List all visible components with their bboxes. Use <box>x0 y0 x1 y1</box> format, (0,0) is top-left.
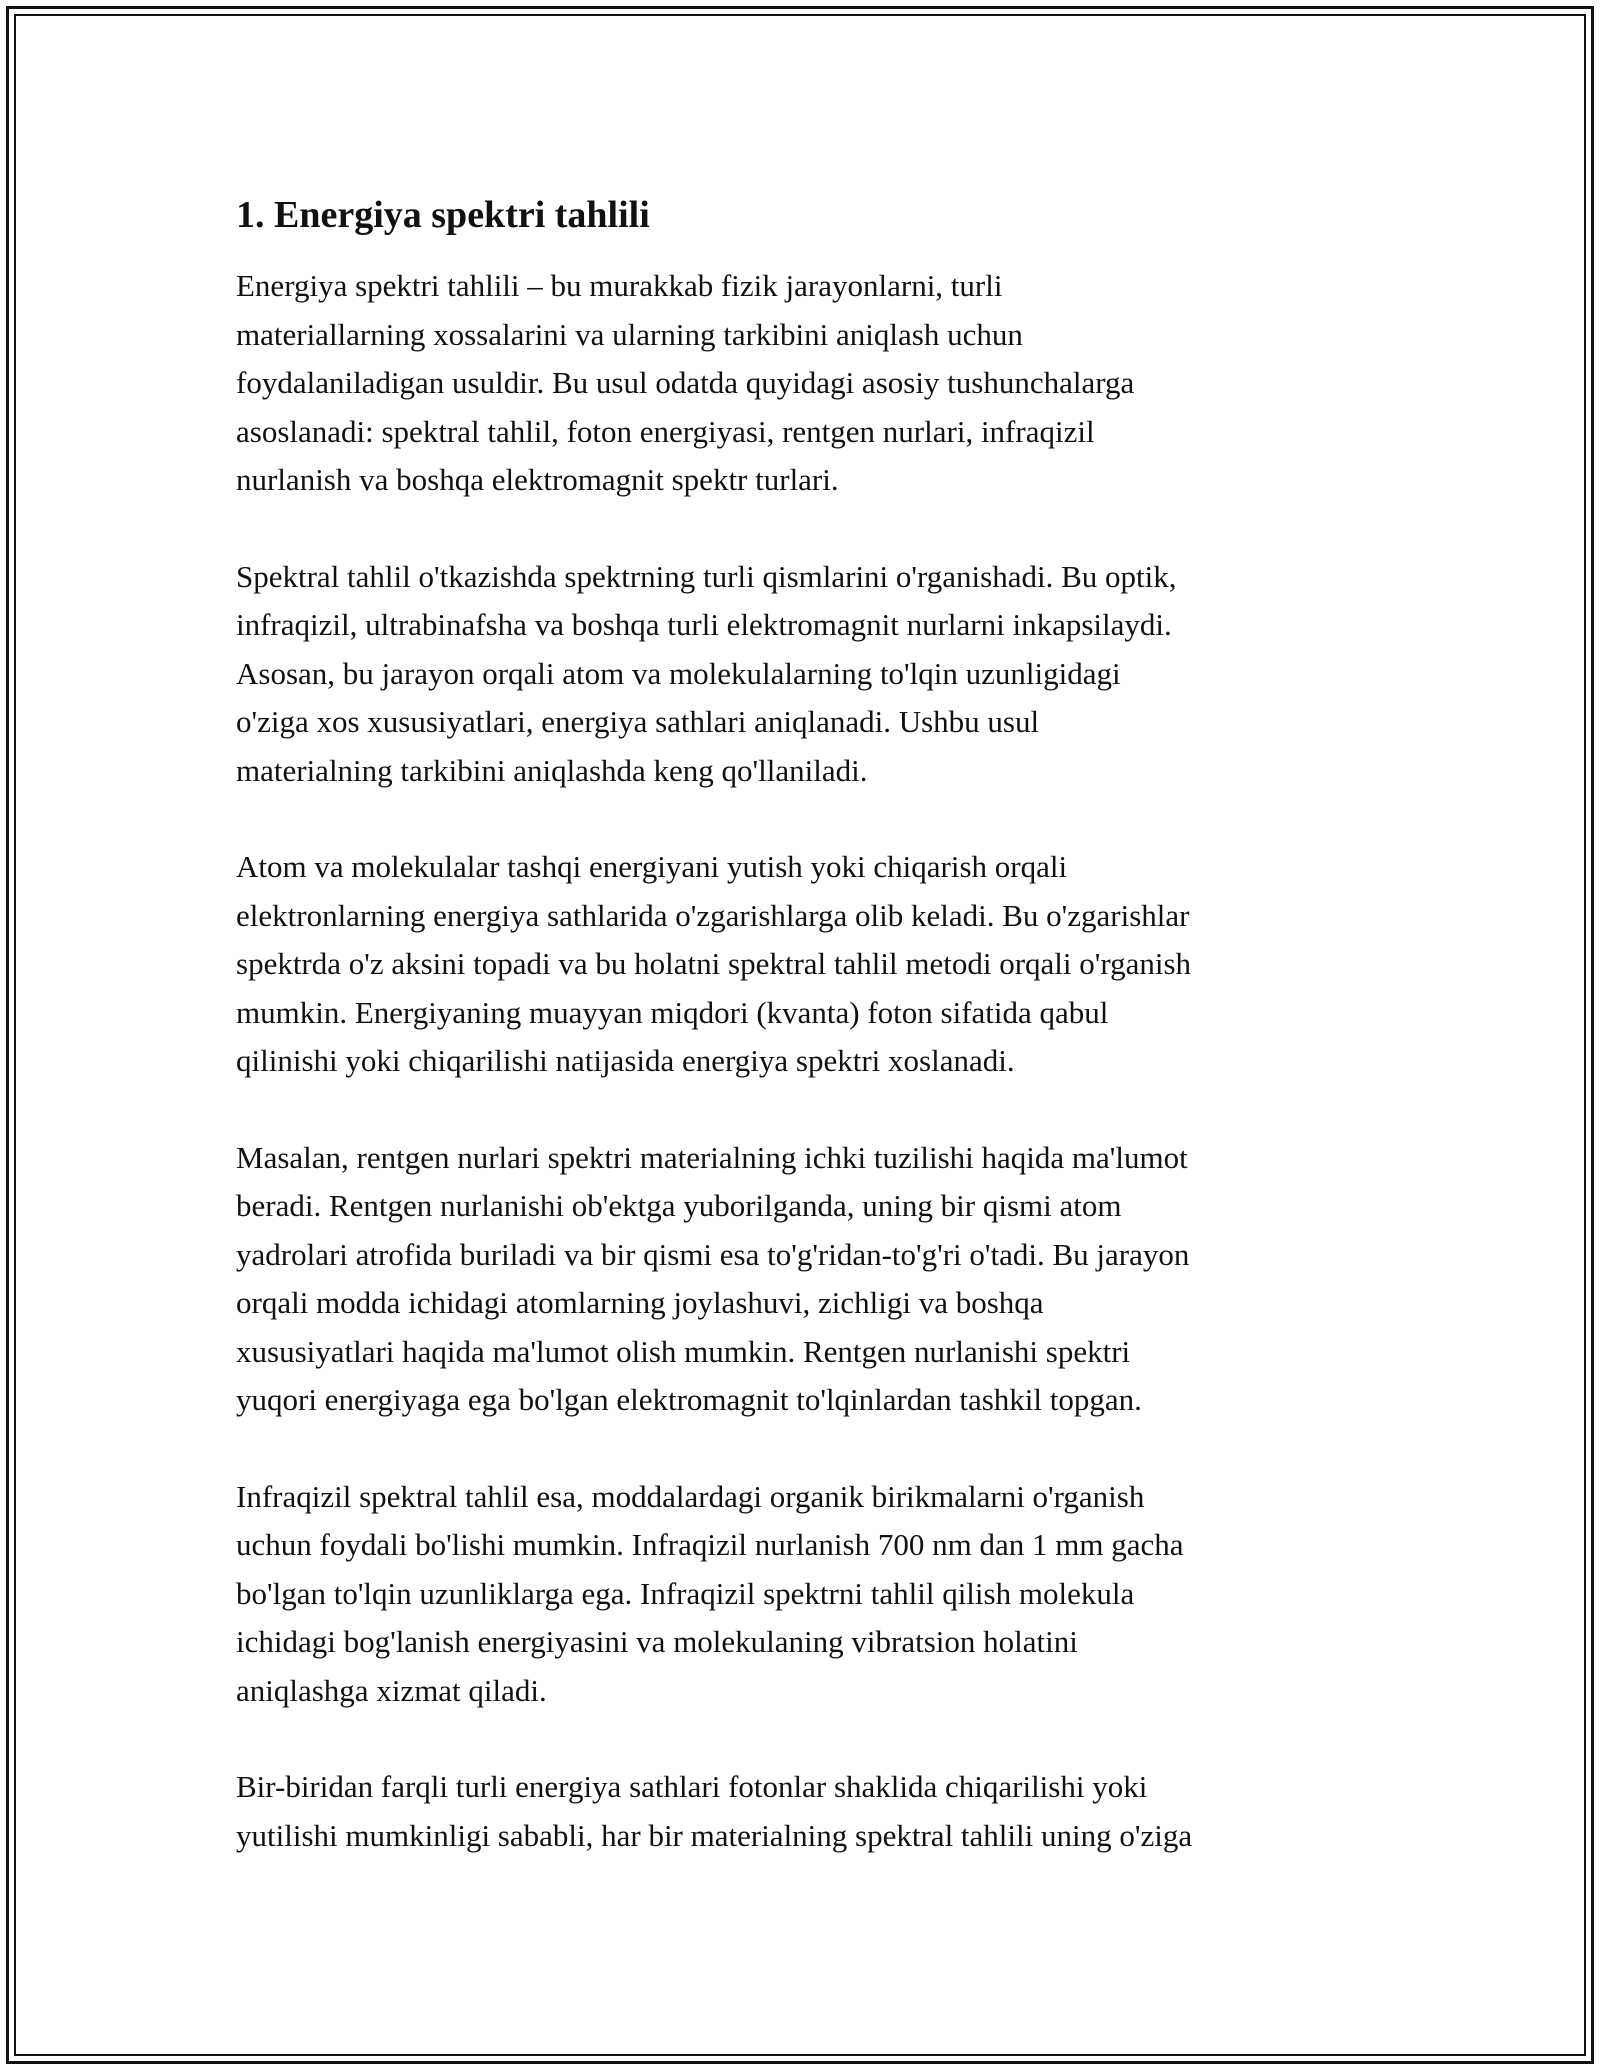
text-line: Bir-biridan farqli turli energiya sathlari fotonlar shaklida chiqarilishi yoki <box>236 1769 1148 1804</box>
text-line: elektronlarning energiya sathlarida o'zgarishlarga olib keladi. Bu o'zgarishlar <box>236 897 1190 933</box>
text-line: mumkin. Energiyaning muayyan miqdori (kvanta) foton sifatida qabul <box>236 994 1109 1030</box>
paragraph-intro <box>236 262 1376 505</box>
text-line: Atom va molekulalar tashqi energiyani yutish yoki chiqarish orqali <box>236 849 1068 884</box>
text-line: qilinishi yoki chiqarilishi natijasida energiya spektri xoslanadi. <box>236 1043 1015 1078</box>
text-line: nurlanish va boshqa elektromagnit spektr turlari. <box>236 462 839 497</box>
paragraph-infrared <box>236 1473 1376 1716</box>
paragraph-xray <box>236 1134 1376 1425</box>
text-line: foydalaniladigan usuldir. Bu usul odatda quyidagi asosiy tushunchalarga <box>236 365 1135 400</box>
text-line: Asosan, bu jarayon orqali atom va molekulalarning to'lqin uzunligidagi <box>236 655 1121 691</box>
text-line: uchun foydali bo'lishi mumkin. Infraqizil nurlanish 700 nm dan 1 mm gacha <box>236 1527 1184 1562</box>
text-line: Masalan, rentgen nurlari spektri materialning ichki tuzilishi haqida ma'lumot <box>236 1139 1188 1175</box>
text-line: asoslanadi: spektral tahlil, foton energiyasi, rentgen nurlari, infraqizil <box>236 413 1095 449</box>
text-line: yutilishi mumkinligi sababli, har bir materialning spektral tahlili uning o'ziga <box>236 1817 1193 1853</box>
text-line: materiallarning xossalarini va ularning tarkibini aniqlash uchun <box>236 316 1023 352</box>
text-line: Spektral tahlil o'tkazishda spektrning turli qismlarini o'rganishadi. Bu optik, <box>236 558 1177 594</box>
paragraph-spectral-analysis <box>236 553 1376 796</box>
text-line: ichidagi bog'lanish energiyasini va molekulaning vibratsion holatini <box>236 1624 1078 1659</box>
text-line: Energiya spektri tahlili – bu murakkab fizik jarayonlarni, turli <box>236 268 1003 303</box>
text-line: o'ziga xos xususiyatlari, energiya sathlari aniqlanadi. Ushbu usul <box>236 704 1040 739</box>
document-body <box>236 190 1376 1908</box>
text-line: orqali modda ichidagi atomlarning joylashuvi, zichligi va boshqa <box>236 1285 1044 1320</box>
text-line: bo'lgan to'lqin uzunliklarga ega. Infraqizil spektrni tahlil qilish molekula <box>236 1575 1135 1611</box>
text-line: infraqizil, ultrabinafsha va boshqa turli elektromagnit nurlarni inkapsilaydi. <box>236 607 1172 642</box>
text-line: yadrolari atrofida buriladi va bir qismi esa to'g'ridan-to'g'ri o'tadi. Bu jarayon <box>236 1236 1190 1272</box>
text-line: xususiyatlari haqida ma'lumot olish mumkin. Rentgen nurlanishi spektri <box>236 1333 1131 1369</box>
text-line: aniqlashga xizmat qiladi. <box>236 1672 547 1708</box>
text-line: yuqori energiyaga ega bo'lgan elektromagnit to'lqinlardan tashkil topgan. <box>236 1382 1142 1417</box>
paragraph-atoms-molecules <box>236 843 1376 1086</box>
paragraph-energy-levels <box>236 1763 1376 1860</box>
section-title: 1. Energiya spektri tahlili <box>236 194 650 236</box>
text-line: beradi. Rentgen nurlanishi ob'ektga yuborilganda, uning bir qismi atom <box>236 1188 1122 1223</box>
text-line: materialning tarkibini aniqlashda keng qo'llaniladi. <box>236 752 868 788</box>
text-line: spektrda o'z aksini topadi va bu holatni spektral tahlil metodi orqali o'rganish <box>236 946 1192 981</box>
text-line: Infraqizil spektral tahlil esa, moddalardagi organik birikmalarni o'rganish <box>236 1478 1145 1514</box>
